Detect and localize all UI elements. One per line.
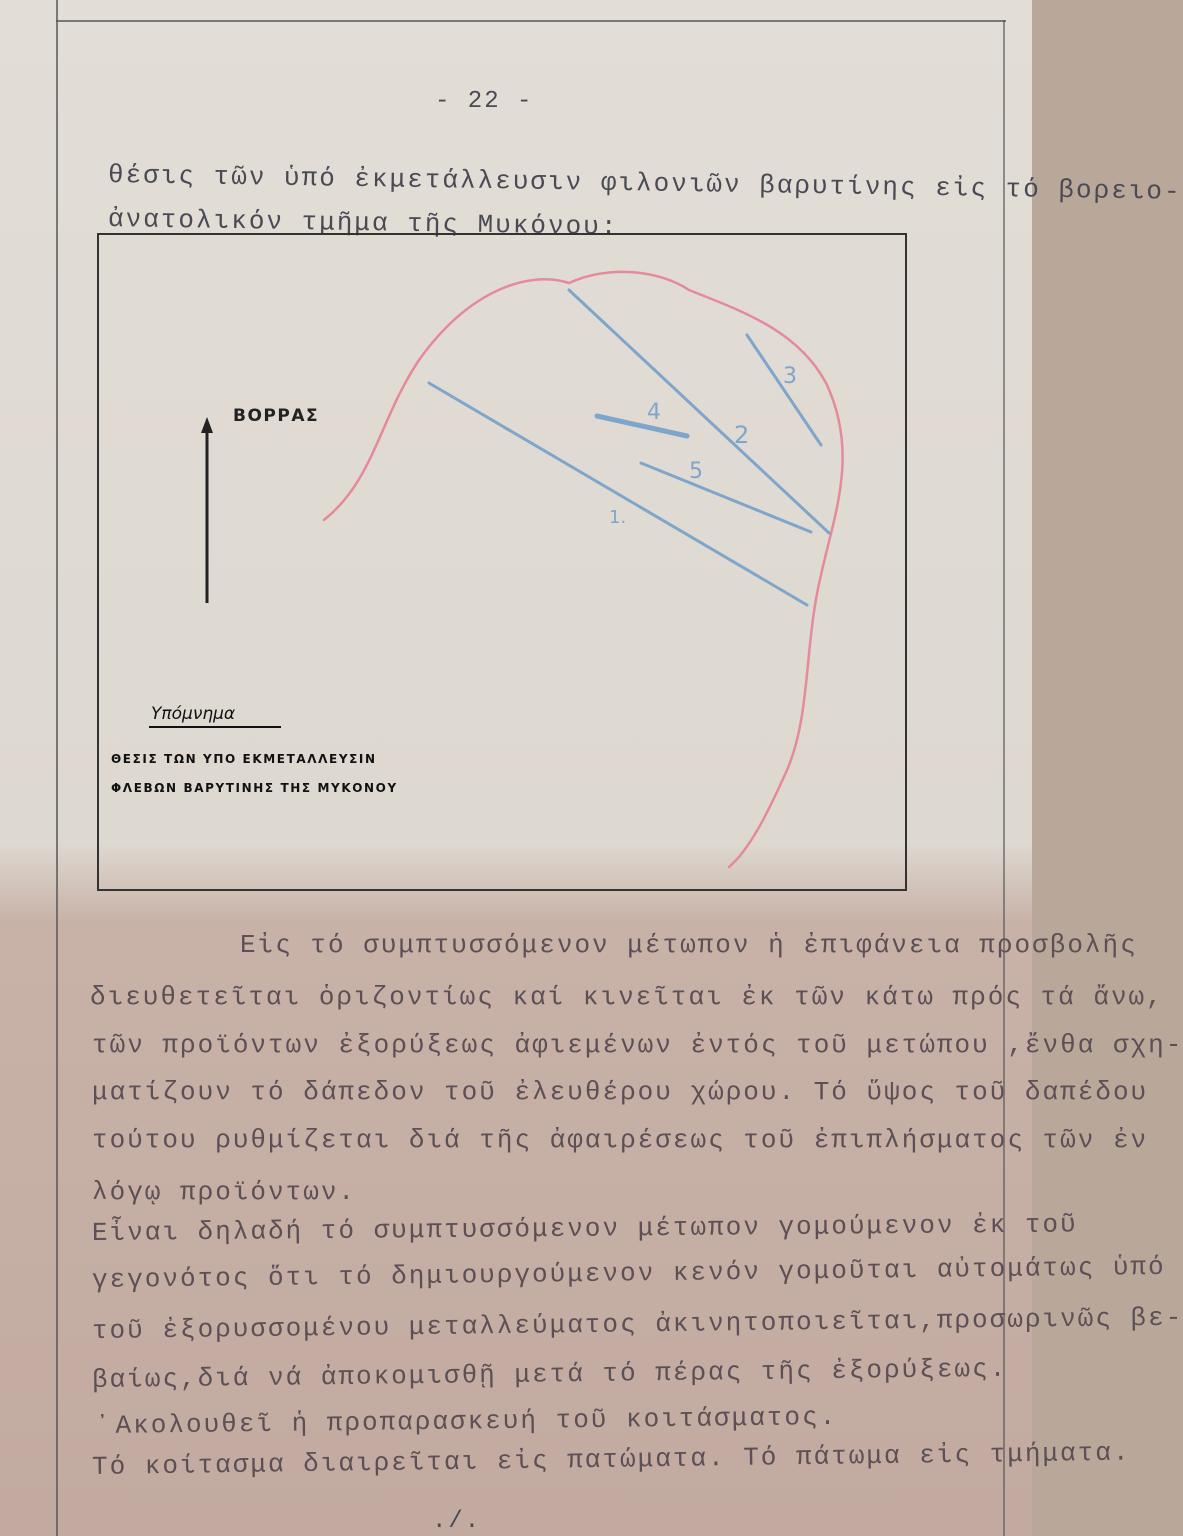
vein-line-4 [597,416,687,436]
vein-label-5: 5 [689,459,703,484]
legend-title: Υπόμνημα [151,704,236,724]
body-line-6: λόγῳ προϊόντων. [92,1177,357,1207]
vein-label-3: 3 [783,364,797,389]
body-line-12: Τό κοίτασμα διαιρεῖται εἰς πατώματα. Τό πάτωμα εἰς τμήματα. [91,1437,1131,1482]
vein-label-4: 4 [647,400,661,425]
vein-map [99,235,905,889]
heading-line-1: θέσις τῶν ὑπό ἐκμετάλλευσιν φιλονιῶν βαρυτίνης εἰς τό βορειο- [107,160,1182,207]
vein-line-1 [429,383,807,605]
body-line-1: Εἰς τό συμπτυσσόμενον μέτωπον ἡ ἐπιφάνεια προσβολῆς [240,930,1138,960]
margin-line-top [56,20,1006,22]
body-line-10: βαίως,διά νά ἀποκομισθῇ μετά τό πέρας τῆς ἐξορύξεως. [91,1353,1008,1395]
body-line-3: τῶν προϊόντων ἐξορύξεως ἀφιεμένων ἐντός τοῦ μετώπου ,ἔνθα σχη- [92,1030,1183,1060]
vein-label-1: 1. [609,507,627,528]
page-number: - 22 - [435,88,534,115]
body-line-8: γεγονότος ὅτι τό δημιουργούμενον κενόν γομοῦται αὐτομάτως ὑπό [91,1251,1166,1295]
body-line-4: ματίζουν τό δάπεδον τοῦ ἐλευθέρου χώρου. Τό ὕψος τοῦ δαπέδου [92,1077,1149,1107]
vein-label-2: 2 [734,421,750,449]
body-line-2: διευθετεῖται ὁριζοντίως καί κινεῖται ἐκ τῶν κάτω πρός τά ἄνω, [90,982,1164,1012]
legend-line-1: ΘΕΣΙΣ ΤΩΝ ΥΠΟ ΕΚΜΕΤΑΛΛΕΥΣΙΝ [111,752,377,766]
north-label: ΒΟΡΡΑΣ [233,406,320,426]
body-line-7: Εἶναι δηλαδή τό συμπτυσσόμενον μέτωπον γομούμενον ἐκ τοῦ [91,1209,1078,1248]
map-frame [97,233,907,891]
north-arrow-head-icon [201,417,213,433]
vein-line-2 [569,290,829,533]
legend-line-2: ΦΛΕΒΩΝ ΒΑΡΥΤΙΝΗΣ ΤΗΣ ΜΥΚΟΝΟΥ [111,781,398,795]
heading-line-2: ἀνατολικόν τμῆμα τῆς Μυκόνου: [107,204,619,243]
body-line-5: τούτου ρυθμίζεται διά τῆς ἀφαιρέσεως τοῦ ἐπιπλήσματος τῶν ἐν [92,1125,1149,1155]
body-line-11: ᾿Ακολουθεῖ ἡ προπαρασκευή τοῦ κοιτάσματος. [97,1401,838,1441]
vein-line-3 [747,335,821,445]
margin-line-left [56,0,58,1536]
end-mark: ./. [432,1508,482,1535]
body-line-9: τοῦ ἐξορυσσομένου μεταλλεύματος ἀκινητοποιεῖται,προσωρινῶς βε- [91,1302,1183,1346]
